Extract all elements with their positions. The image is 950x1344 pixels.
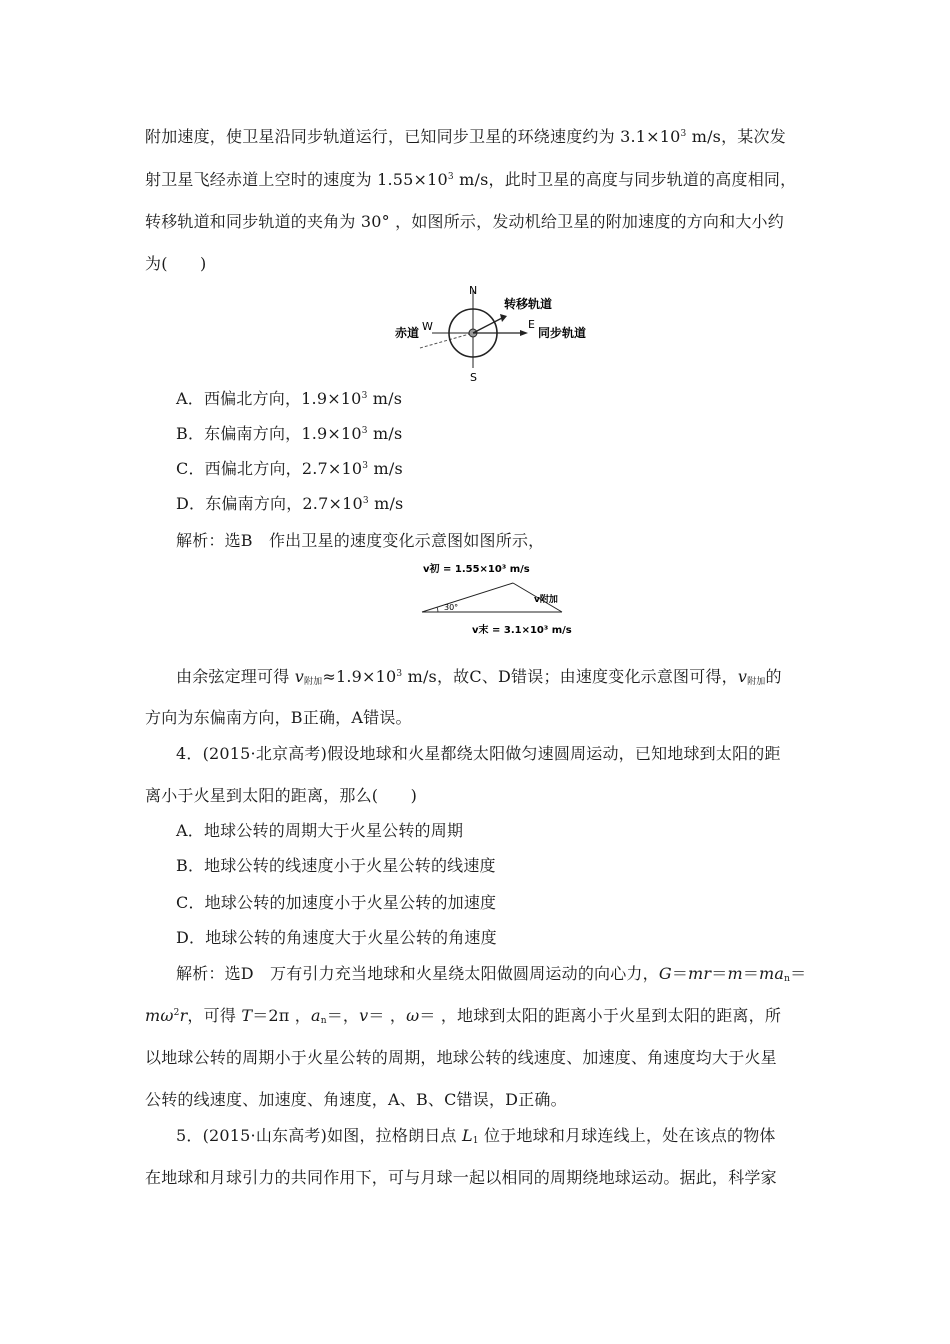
variable: m xyxy=(145,1006,161,1025)
text: m/s xyxy=(367,389,403,408)
q4-option-b: B．地球公转的线速度小于火星公转的线速度 xyxy=(176,856,496,875)
q4-analysis-line-3: 以地球公转的周期小于火星公转的周期，地球公转的线速度、加速度、角速度均大于火星 xyxy=(145,1048,777,1067)
subscript: 附加 xyxy=(747,677,766,687)
q4-line-1: 4．(2015·北京高考)假设地球和火星都绕太阳做匀速圆周运动，已知地球到太阳的距 xyxy=(176,744,781,763)
v-added-label: v附加 xyxy=(534,595,558,605)
q5-line-1 xyxy=(176,1126,776,1146)
subscript: 1 xyxy=(472,1136,479,1146)
q4-analysis-line-4: 公转的线速度、加速度、角速度，A、B、C错误，D正确。 xyxy=(145,1090,567,1109)
q4-analysis-line-2 xyxy=(145,1006,781,1026)
text: ＝ xyxy=(711,964,728,983)
variable: v xyxy=(359,1006,369,1025)
text: m/s xyxy=(368,459,403,478)
text: ，可得 xyxy=(187,1006,242,1025)
south-label: S xyxy=(470,371,477,384)
text: 5．(2015·山东高考)如图，拉格朗日点 xyxy=(176,1126,462,1145)
angle-label: 30° xyxy=(444,603,459,612)
text: ＝， xyxy=(326,1006,360,1025)
q4-option-a: A．地球公转的周期大于火星公转的周期 xyxy=(176,821,464,840)
text: 由余弦定理可得 xyxy=(176,667,295,686)
variable: G xyxy=(658,964,672,983)
text: ＝ xyxy=(790,964,807,983)
superscript: 2 xyxy=(173,1008,180,1018)
variable: v xyxy=(737,667,748,686)
arrowhead-icon xyxy=(500,314,507,322)
q4-option-d: D．地球公转的角速度大于火星公转的角速度 xyxy=(176,928,497,947)
variable: r xyxy=(179,1006,188,1025)
text: 的 xyxy=(765,667,782,686)
subscript: n xyxy=(784,974,791,984)
text: m/s，某次发 xyxy=(686,127,786,146)
east-label: E xyxy=(528,318,535,331)
q3-option-c xyxy=(176,459,403,479)
variable: ω xyxy=(406,1006,420,1025)
q4-option-c: C．地球公转的加速度小于火星公转的加速度 xyxy=(176,893,497,912)
transfer-orbit-label: 转移轨道 xyxy=(504,297,553,311)
q3-analysis-line-2: 方向为东偏南方向，B正确，A错误。 xyxy=(145,708,412,727)
subscript: n xyxy=(320,1016,327,1026)
north-label: N xyxy=(469,284,478,297)
v-initial-label: v初 = 1.55×10³ m/s xyxy=(423,564,530,575)
text: m/s，故C、D错误；由速度变化示意图可得， xyxy=(402,667,738,686)
superscript: 3 xyxy=(447,172,454,182)
q3-line-2 xyxy=(145,170,796,190)
text: ＝ xyxy=(671,964,689,983)
text: ＝ xyxy=(742,964,760,983)
superscript: 3 xyxy=(362,461,369,471)
text: ＝ ， xyxy=(368,1006,407,1025)
superscript: 3 xyxy=(361,426,368,436)
text: ＝ ，地球到太阳的距离小于火星到太阳的距离，所 xyxy=(419,1006,782,1025)
variable: v xyxy=(294,667,304,686)
q3-option-d xyxy=(176,494,403,514)
v-final-label: v末 = 3.1×10³ m/s xyxy=(472,625,572,636)
variable: ma xyxy=(759,964,785,983)
superscript: 3 xyxy=(680,129,687,139)
text: m/s xyxy=(367,424,403,443)
text: ＝2π ， xyxy=(252,1006,311,1025)
superscript: 3 xyxy=(361,391,368,401)
q3-option-b xyxy=(176,424,402,444)
v-initial-line xyxy=(422,583,513,612)
angle-arc xyxy=(437,607,438,612)
west-label: W xyxy=(422,320,433,333)
variable: mr xyxy=(688,964,712,983)
q4-line-2: 离小于火星到太阳的距离，那么( ) xyxy=(145,786,418,805)
text: A．西偏北方向，1.9×10 xyxy=(176,389,362,408)
superscript: 3 xyxy=(362,496,369,506)
arrowhead-icon xyxy=(520,330,528,336)
q3-analysis-intro: 解析：选B 作出卫星的速度变化示意图如图所示， xyxy=(176,531,545,550)
q3-line-3: 转移轨道和同步轨道的夹角为 30° ，如图所示，发动机给卫星的附加速度的方向和大小约 xyxy=(145,212,784,231)
q3-analysis-line-1 xyxy=(176,667,782,687)
q3-line-4: 为( ) xyxy=(145,254,207,273)
variable: T xyxy=(241,1006,253,1025)
variable: L xyxy=(461,1126,473,1145)
text: C．西偏北方向，2.7×10 xyxy=(176,459,363,478)
q5-line-2: 在地球和月球引力的共同作用下，可与月球一起以相同的周期绕地球运动。据此，科学家 xyxy=(145,1168,777,1187)
variable: a xyxy=(310,1006,321,1025)
text: 附加速度，使卫星沿同步轨道运行，已知同步卫星的环绕速度约为 3.1×10 xyxy=(145,127,681,146)
variable: ω xyxy=(160,1006,174,1025)
superscript: 3 xyxy=(396,669,403,679)
text: B．东偏南方向，1.9×10 xyxy=(176,424,362,443)
text: D．东偏南方向，2.7×10 xyxy=(176,494,363,513)
text: 射卫星飞经赤道上空时的速度为 1.55×10 xyxy=(145,170,448,189)
compass-figure xyxy=(380,280,600,385)
text: m/s xyxy=(368,494,404,513)
q3-option-a xyxy=(176,389,402,409)
text: m/s，此时卫星的高度与同步轨道的高度相同， xyxy=(453,170,797,189)
equator-label: 赤道 xyxy=(395,326,420,340)
sync-orbit-label: 同步轨道 xyxy=(538,326,587,340)
q4-analysis-line-1 xyxy=(176,964,806,984)
text: 解析：选D 万有引力充当地球和火星绕太阳做圆周运动的向心力， xyxy=(176,964,659,983)
transfer-orbit-dashed-line xyxy=(420,333,473,348)
text: ≈1.9×10 xyxy=(322,667,397,686)
variable: m xyxy=(727,964,743,983)
subscript: 附加 xyxy=(303,677,323,687)
velocity-triangle-figure xyxy=(410,560,590,640)
q3-line-1 xyxy=(145,127,786,147)
text: 位于地球和月球连线上，处在该点的物体 xyxy=(478,1126,776,1145)
